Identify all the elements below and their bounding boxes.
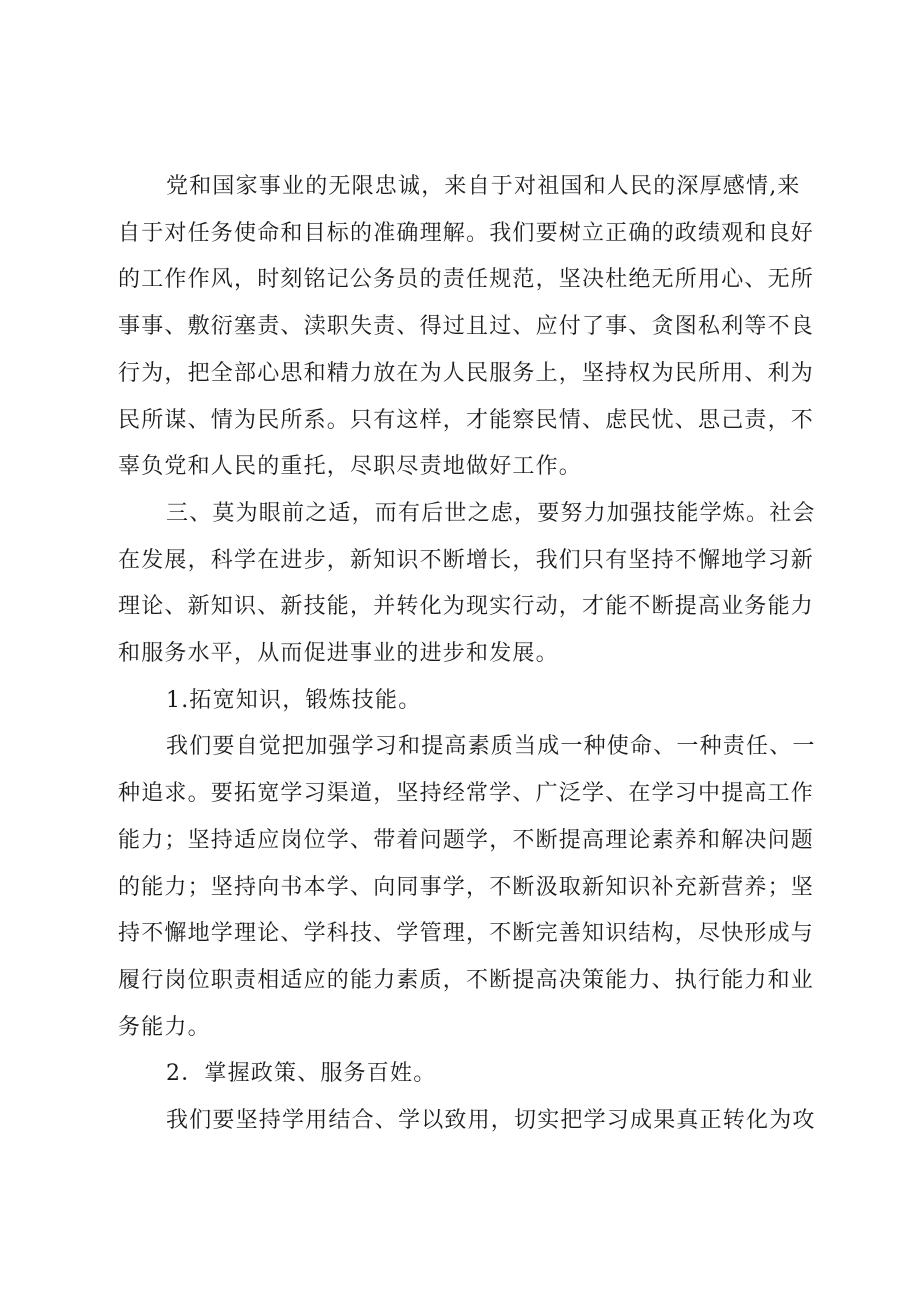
text-line: 履行岗位职责相适应的能力素质，不断提高决策能力、执行能力和业 <box>118 967 815 993</box>
text-line: 和服务水平，从而促进事业的进步和发展。 <box>118 641 559 667</box>
text-line: 能力；坚持适应岗位学、带着问题学，不断提高理论素养和解决问题 <box>118 827 815 853</box>
section-heading-line: 三、莫为眼前之适，而有后世之虑，要努力加强技能学炼。社会 <box>166 500 816 526</box>
text-line: 务能力。 <box>118 1014 211 1040</box>
text-line: 种追求。要拓宽学习渠道，坚持经常学、广泛学、在学习中提高工作 <box>118 781 815 807</box>
subheading-one <box>118 678 818 725</box>
text-line: 持不懈地学理论、学科技、学管理，不断完善知识结构，尽快形成与 <box>118 921 815 947</box>
document-body <box>118 164 818 1145</box>
text-line: 辜负党和人民的重托，尽职尽责地做好工作。 <box>118 454 583 480</box>
text-line: 的能力；坚持向书本学、向同事学，不断汲取新知识补充新营养；坚 <box>118 874 815 900</box>
text-line: 民所谋、情为民所系。只有这样，才能察民情、虑民忧、思己责，不 <box>118 407 815 433</box>
paragraph-loyalty <box>118 164 818 491</box>
text-line: 自于对任务使命和目标的准确理解。我们要树立正确的政绩观和良好 <box>118 220 815 246</box>
text-line: 理论、新知识、新技能，并转化为现实行动，才能不断提高业务能力 <box>118 594 815 620</box>
text-line: 的工作作风，时刻铭记公务员的责任规范，坚决杜绝无所用心、无所 <box>118 267 815 293</box>
text-line: 党和国家事业的无限忠诚，来自于对祖国和人民的深厚感情,来 <box>166 174 801 199</box>
paragraph-section-three <box>118 491 818 678</box>
subheading-line: 2．掌握政策、服务百姓。 <box>166 1061 437 1087</box>
subheading-line: 1.拓宽知识，锻炼技能。 <box>166 687 422 713</box>
subheading-two <box>118 1051 818 1098</box>
paragraph-learning <box>118 724 818 1051</box>
text-line: 事事、敷衍塞责、渎职失责、得过且过、应付了事、贪图私利等不良 <box>118 314 815 340</box>
text-line: 我们要坚持学用结合、学以致用，切实把学习成果真正转化为攻 <box>166 1108 816 1134</box>
text-line: 在发展，科学在进步，新知识不断增长，我们只有坚持不懈地学习新 <box>118 547 815 573</box>
text-line: 我们要自觉把加强学习和提高素质当成一种使命、一种责任、一 <box>166 734 816 760</box>
paragraph-application <box>118 1098 818 1145</box>
text-line: 行为，把全部心思和精力放在为人民服务上，坚持权为民所用、利为 <box>118 360 815 386</box>
